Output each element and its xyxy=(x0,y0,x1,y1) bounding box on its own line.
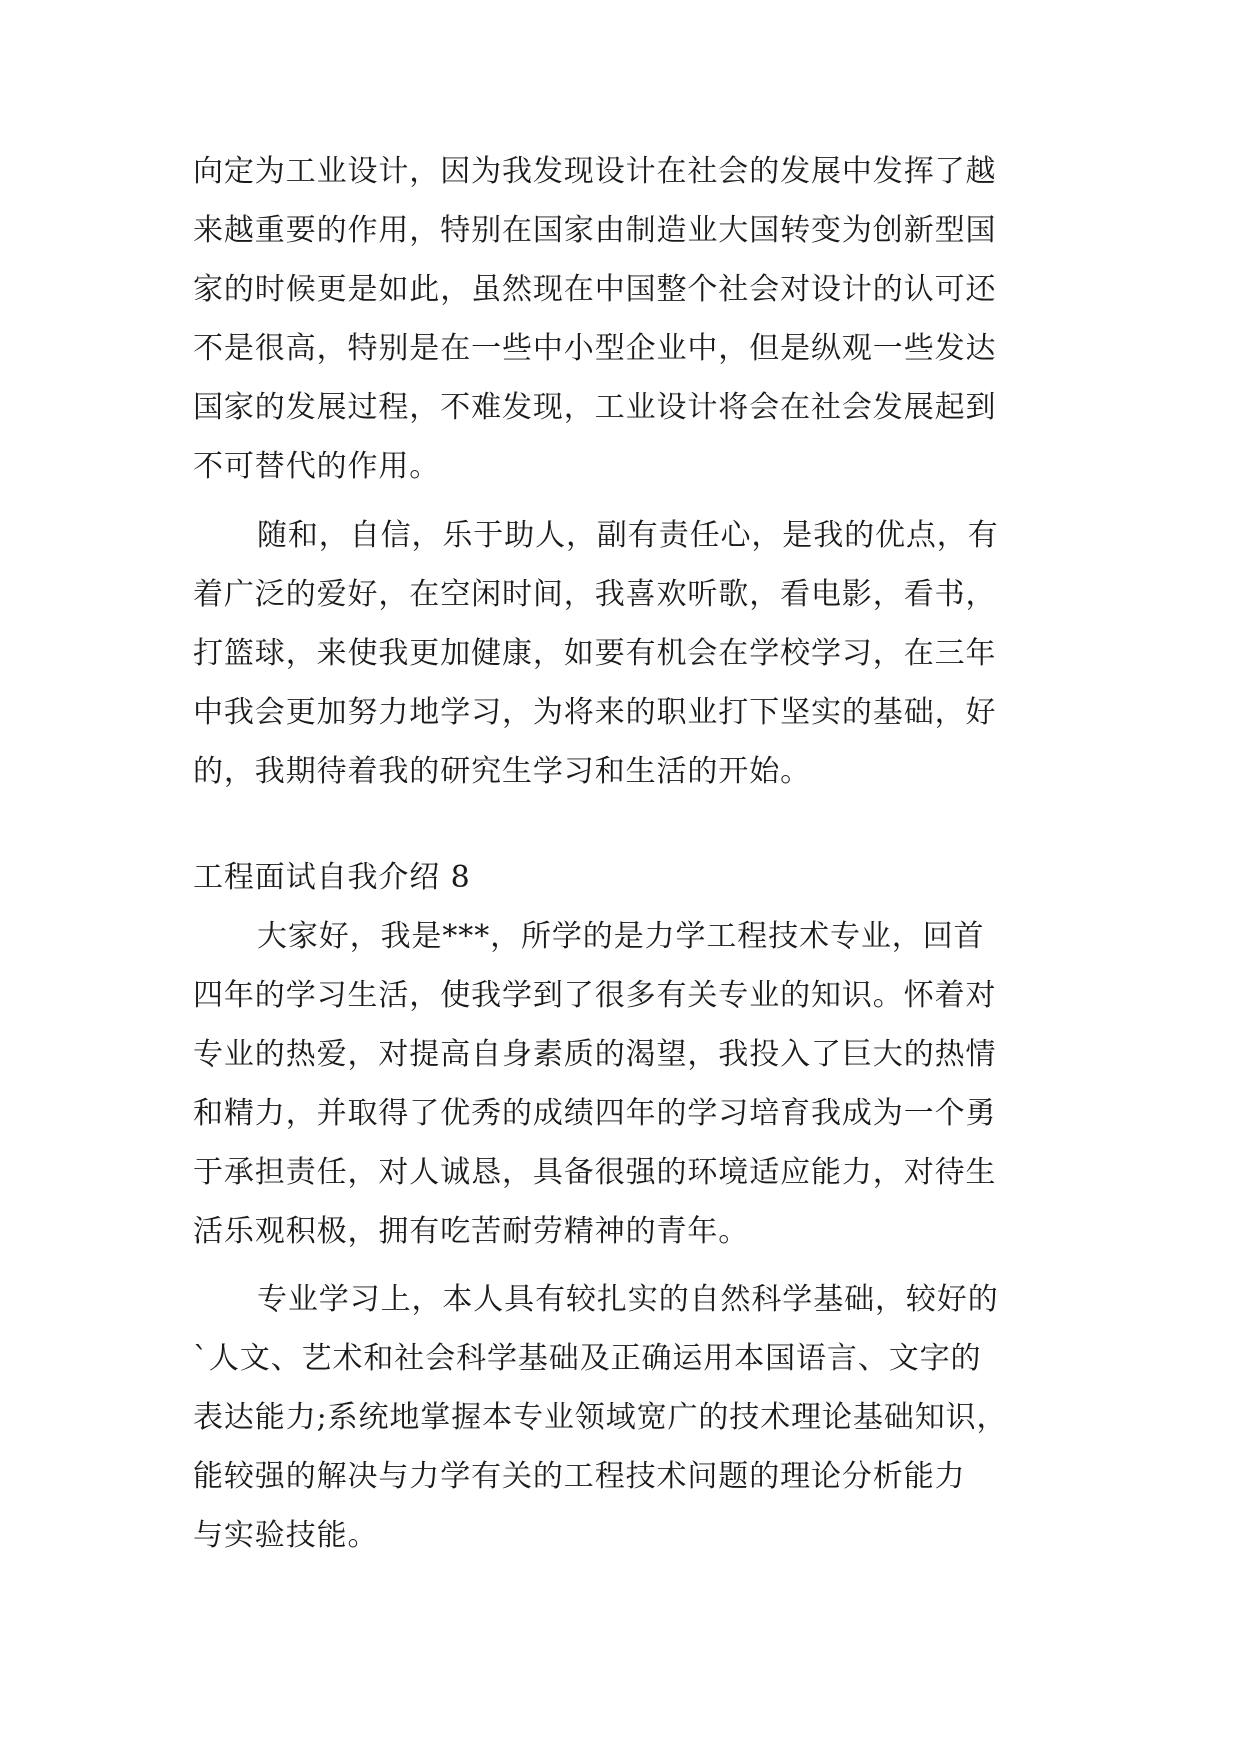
paragraph-2-line-5: 的，我期待着我的研究生学习和生活的开始。 xyxy=(193,754,811,789)
paragraph-1-line-6: 不可替代的作用。 xyxy=(193,449,441,484)
paragraph-3-line-4: 和精力，并取得了优秀的成绩四年的学习培育我成为一个勇 xyxy=(193,1096,997,1131)
paragraph-2-line-1: 随和，自信，乐于助人，副有责任心，是我的优点，有 xyxy=(257,518,999,553)
paragraph-2-line-4: 中我会更加努力地学习，为将来的职业打下坚实的基础，好 xyxy=(193,695,997,730)
paragraph-3-line-1: 大家好，我是***，所学的是力学工程技术专业，回首 xyxy=(257,919,985,954)
paragraph-1-line-5: 国家的发展过程，不难发现，工业设计将会在社会发展起到 xyxy=(193,390,997,425)
paragraph-4-line-5: 与实验技能。 xyxy=(193,1518,379,1553)
section-heading: 工程面试自我介绍 8 xyxy=(193,860,471,895)
paragraph-2-line-3: 打篮球，来使我更加健康，如要有机会在学校学习，在三年 xyxy=(193,636,997,671)
paragraph-1-line-2: 来越重要的作用，特别在国家由制造业大国转变为创新型国 xyxy=(193,213,997,248)
paragraph-3-line-3: 专业的热爱，对提高自身素质的渴望，我投入了巨大的热情 xyxy=(193,1037,997,1072)
paragraph-4-line-1: 专业学习上，本人具有较扎实的自然科学基础，较好的 xyxy=(257,1282,999,1317)
paragraph-4-line-2: `人文、艺术和社会科学基础及正确运用本国语言、文字的 xyxy=(193,1341,982,1376)
paragraph-1-line-1: 向定为工业设计，因为我发现设计在社会的发展中发挥了越 xyxy=(193,154,997,189)
paragraph-4-line-4: 能较强的解决与力学有关的工程技术问题的理论分析能力 xyxy=(193,1459,966,1494)
paragraph-3-line-6: 活乐观积极，拥有吃苦耐劳精神的青年。 xyxy=(193,1214,750,1249)
paragraph-4-line-3: 表达能力;系统地掌握本专业领域宽广的技术理论基础知识， xyxy=(193,1400,1008,1435)
paragraph-3-line-2: 四年的学习生活，使我学到了很多有关专业的知识。怀着对 xyxy=(193,978,997,1013)
paragraph-1-line-4: 不是很高，特别是在一些中小型企业中，但是纵观一些发达 xyxy=(193,331,997,366)
paragraph-2-line-2: 着广泛的爱好，在空闲时间，我喜欢听歌，看电影，看书， xyxy=(193,577,997,612)
paragraph-3-line-5: 于承担责任，对人诚恳，具备很强的环境适应能力，对待生 xyxy=(193,1155,997,1190)
paragraph-1-line-3: 家的时候更是如此，虽然现在中国整个社会对设计的认可还 xyxy=(193,272,997,307)
